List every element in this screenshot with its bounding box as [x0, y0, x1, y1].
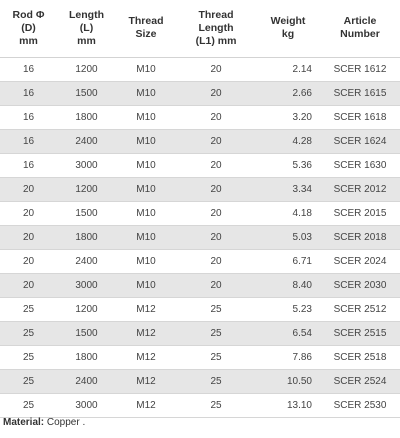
article-number-cell: SCER 1618 — [320, 105, 400, 129]
length-cell: 3000 — [57, 273, 116, 297]
header-article-number: Article Number — [320, 0, 400, 57]
thread-length-cell: 25 — [176, 321, 256, 345]
table-row — [0, 57, 400, 81]
thread-length-cell: 25 — [176, 369, 256, 393]
thread-length-cell: 20 — [176, 201, 256, 225]
material-note — [3, 417, 85, 428]
length-cell: 2400 — [57, 249, 116, 273]
thread-size-cell: M10 — [116, 57, 176, 81]
weight-cell: 5.36 — [256, 153, 320, 177]
table-row — [0, 393, 400, 417]
header-thread-length: Thread Length (L1) mm — [176, 0, 256, 57]
rod-diameter-cell: 25 — [0, 393, 57, 417]
article-number-cell: SCER 2030 — [320, 273, 400, 297]
article-number-cell: SCER 1612 — [320, 57, 400, 81]
length-cell: 2400 — [57, 129, 116, 153]
thread-size-cell: M10 — [116, 273, 176, 297]
length-cell: 2400 — [57, 369, 116, 393]
thread-length-cell: 20 — [176, 57, 256, 81]
thread-length-cell: 20 — [176, 81, 256, 105]
article-number-cell: SCER 2512 — [320, 297, 400, 321]
thread-size-cell: M12 — [116, 369, 176, 393]
article-number-cell: SCER 2515 — [320, 321, 400, 345]
table-row — [0, 129, 400, 153]
rod-diameter-cell: 16 — [0, 81, 57, 105]
thread-size-cell: M10 — [116, 81, 176, 105]
table-header-row — [0, 0, 400, 57]
article-number-cell: SCER 2012 — [320, 177, 400, 201]
thread-length-cell: 20 — [176, 249, 256, 273]
weight-cell: 8.40 — [256, 273, 320, 297]
article-number-cell: SCER 2530 — [320, 393, 400, 417]
length-cell: 3000 — [57, 153, 116, 177]
thread-length-cell: 20 — [176, 177, 256, 201]
weight-cell: 6.54 — [256, 321, 320, 345]
thread-length-cell: 20 — [176, 105, 256, 129]
thread-length-cell: 25 — [176, 393, 256, 417]
rod-diameter-cell: 16 — [0, 129, 57, 153]
material-value: Copper . — [44, 417, 86, 428]
thread-size-cell: M10 — [116, 201, 176, 225]
length-cell: 1800 — [57, 225, 116, 249]
length-cell: 1500 — [57, 81, 116, 105]
article-number-cell: SCER 2524 — [320, 369, 400, 393]
thread-size-cell: M12 — [116, 345, 176, 369]
weight-cell: 3.34 — [256, 177, 320, 201]
length-cell: 1200 — [57, 177, 116, 201]
thread-length-cell: 20 — [176, 129, 256, 153]
weight-cell: 13.10 — [256, 393, 320, 417]
table-row — [0, 225, 400, 249]
article-number-cell: SCER 1615 — [320, 81, 400, 105]
table-row — [0, 177, 400, 201]
table-row — [0, 201, 400, 225]
thread-length-cell: 20 — [176, 225, 256, 249]
article-number-cell: SCER 2518 — [320, 345, 400, 369]
header-rod-diameter: Rod Φ (D) mm — [0, 0, 57, 57]
table-row — [0, 345, 400, 369]
rod-diameter-cell: 16 — [0, 153, 57, 177]
length-cell: 3000 — [57, 393, 116, 417]
thread-size-cell: M10 — [116, 129, 176, 153]
article-number-cell: SCER 2024 — [320, 249, 400, 273]
weight-cell: 7.86 — [256, 345, 320, 369]
weight-cell: 2.14 — [256, 57, 320, 81]
thread-length-cell: 25 — [176, 297, 256, 321]
length-cell: 1500 — [57, 201, 116, 225]
length-cell: 1200 — [57, 297, 116, 321]
rod-diameter-cell: 20 — [0, 177, 57, 201]
article-number-cell: SCER 1624 — [320, 129, 400, 153]
article-number-cell: SCER 2015 — [320, 201, 400, 225]
length-cell: 1800 — [57, 345, 116, 369]
thread-length-cell: 25 — [176, 345, 256, 369]
rod-diameter-cell: 25 — [0, 297, 57, 321]
header-length: Length (L) mm — [57, 0, 116, 57]
length-cell: 1800 — [57, 105, 116, 129]
rod-diameter-cell: 20 — [0, 201, 57, 225]
table-row — [0, 81, 400, 105]
weight-cell: 6.71 — [256, 249, 320, 273]
material-label: Material: — [3, 417, 45, 428]
length-cell: 1500 — [57, 321, 116, 345]
table-row — [0, 105, 400, 129]
weight-cell: 5.03 — [256, 225, 320, 249]
thread-size-cell: M10 — [116, 105, 176, 129]
rod-diameter-cell: 16 — [0, 105, 57, 129]
weight-cell: 2.66 — [256, 81, 320, 105]
weight-cell: 10.50 — [256, 369, 320, 393]
header-thread-size: Thread Size — [116, 0, 176, 57]
table-row — [0, 249, 400, 273]
weight-cell: 4.28 — [256, 129, 320, 153]
thread-size-cell: M12 — [116, 297, 176, 321]
thread-length-cell: 20 — [176, 153, 256, 177]
rod-diameter-cell: 20 — [0, 273, 57, 297]
thread-size-cell: M10 — [116, 153, 176, 177]
table-row — [0, 321, 400, 345]
weight-cell: 3.20 — [256, 105, 320, 129]
thread-size-cell: M12 — [116, 321, 176, 345]
rod-diameter-cell: 20 — [0, 225, 57, 249]
rod-diameter-cell: 25 — [0, 369, 57, 393]
thread-size-cell: M10 — [116, 177, 176, 201]
table-body — [0, 57, 400, 417]
thread-length-cell: 20 — [176, 273, 256, 297]
rod-diameter-cell: 25 — [0, 345, 57, 369]
article-number-cell: SCER 2018 — [320, 225, 400, 249]
weight-cell: 5.23 — [256, 297, 320, 321]
thread-size-cell: M10 — [116, 249, 176, 273]
thread-size-cell: M10 — [116, 225, 176, 249]
article-number-cell: SCER 1630 — [320, 153, 400, 177]
thread-size-cell: M12 — [116, 393, 176, 417]
table-row — [0, 153, 400, 177]
rod-diameter-cell: 16 — [0, 57, 57, 81]
weight-cell: 4.18 — [256, 201, 320, 225]
header-weight: Weight kg — [256, 0, 320, 57]
table-row — [0, 369, 400, 393]
table-row — [0, 273, 400, 297]
table-row — [0, 297, 400, 321]
length-cell: 1200 — [57, 57, 116, 81]
rod-diameter-cell: 25 — [0, 321, 57, 345]
rod-diameter-cell: 20 — [0, 249, 57, 273]
